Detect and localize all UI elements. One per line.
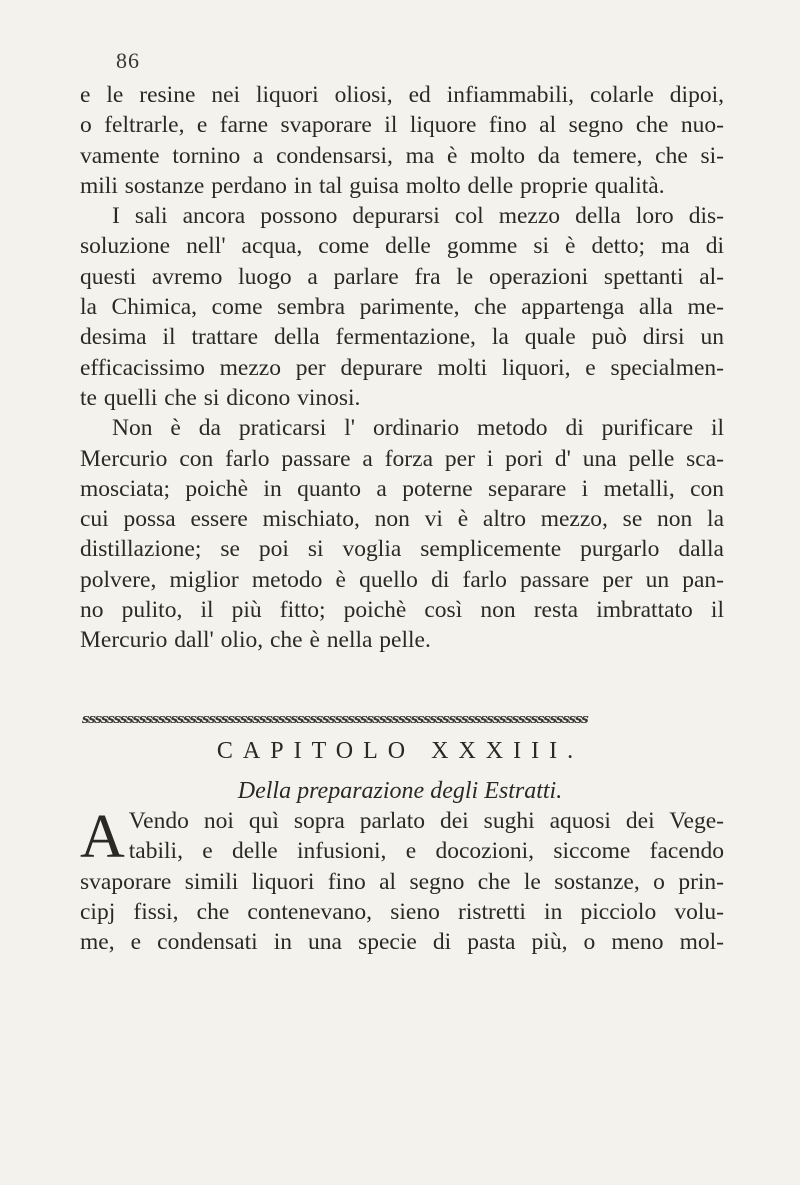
text-line: vamente tornino a condensarsi, ma è molto da temere, che si- [80,142,724,169]
chapter-subtitle: Della preparazione degli Estratti. [237,778,563,804]
text-line: mili sostanze perdano in tal guisa molto delle proprie qualità. [80,172,665,199]
ornamental-divider: ꜱꜱꜱꜱꜱꜱꜱꜱꜱꜱꜱꜱꜱꜱꜱꜱꜱꜱꜱꜱꜱꜱꜱꜱꜱꜱꜱꜱꜱꜱꜱꜱꜱꜱꜱꜱꜱꜱꜱꜱꜱꜱꜱꜱꜱꜱꜱꜱꜱꜱꜱꜱꜱꜱꜱꜱꜱꜱꜱꜱꜱꜱꜱꜱꜱꜱꜱꜱꜱꜱꜱꜱꜱꜱꜱꜱꜱꜱꜱꜱ [82,714,588,726]
text-line: questi avremo luogo a parlare fra le operazioni spettanti al- [80,263,724,290]
text-line: I sali ancora possono depurarsi col mezzo della loro dis- [112,203,724,230]
text-line: o feltrarle, e farne svaporare il liquore fino al segno che nuo- [80,112,724,139]
text-line: te quelli che si dicono vinosi. [80,384,361,411]
text-line: distillazione; se poi si voglia semplicemente purgarlo dalla [80,536,724,563]
text-line: mosciata; poichè in quanto a poterne separare i metalli, con [80,475,724,502]
text-line: no pulito, il più fitto; poichè così non resta imbrattato il [80,597,724,624]
text-line: la Chimica, come sembra parimente, che appartenga alla me- [80,294,724,321]
text-line: me, e condensati in una specie di pasta più, o meno mol- [80,929,724,956]
text-line: Non è da praticarsi l' ordinario metodo di purificare il [112,415,724,442]
text-line: tabili, e delle infusioni, e docozioni, siccome facendo [128,838,724,865]
chapter-body [80,803,724,957]
text-line: Vendo noi quì sopra parlato dei sughi aquosi dei Vege- [128,808,724,834]
chapter-title: CAPITOLO XXXIII. [216,738,584,764]
text-line: svaporare simili liquori fino al segno che le sostanze, o prin- [80,868,724,895]
text-line: desima il trattare della fermentazione, la quale può dirsi un [80,324,724,351]
text-line: Mercurio con farlo passare a forza per i pori d' una pelle sca- [80,445,724,472]
text-line: Mercurio dall' olio, che è nella pelle. [80,627,431,654]
text-line: cui possa essere mischiato, non vi è altro mezzo, se non la [80,506,724,533]
body-text [80,80,724,656]
text-line: soluzione nell' acqua, come delle gomme si è detto; ma di [80,233,724,260]
text-line: efficacissimo mezzo per depurare molti liquori, e specialmen- [80,354,724,381]
drop-cap: A [80,803,125,871]
page-number: 86 [116,48,140,73]
text-line: e le resine nei liquori oliosi, ed infiammabili, colarle dipoi, [80,82,724,108]
text-line: cipj fissi, che contenevano, sieno ristretti in picciolo volu- [80,898,724,925]
text-line: polvere, miglior metodo è quello di farlo passare per un pan- [80,566,724,593]
